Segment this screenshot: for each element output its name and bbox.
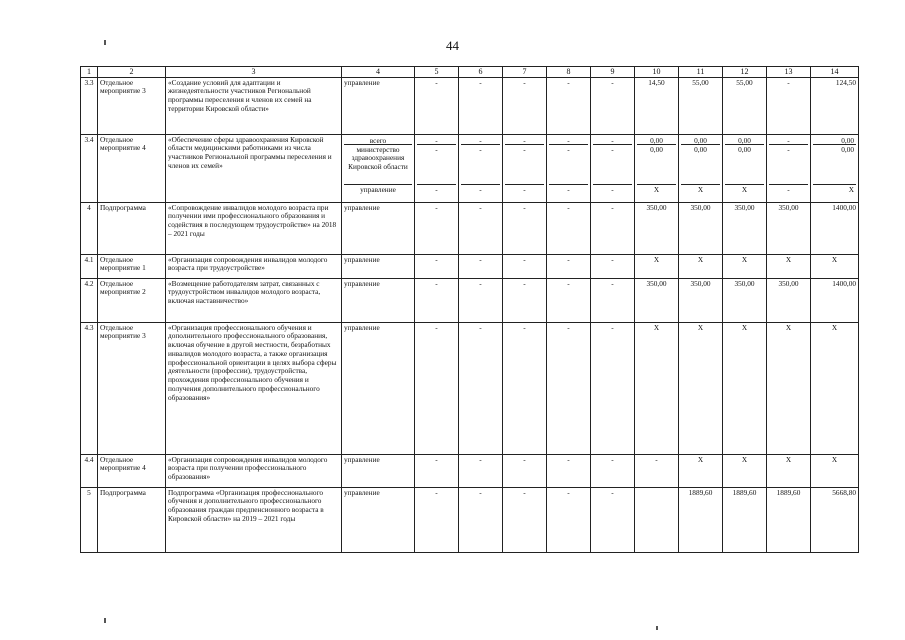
value-cell: - [459,202,503,254]
value-cell: - [415,322,459,454]
value-cell: - [459,322,503,454]
value-cell: X [723,322,767,454]
row-number: 4.4 [81,454,98,487]
row-type: Отдельное мероприятие 1 [98,254,166,278]
row-executor: управление [342,254,415,278]
row-number: 4.3 [81,322,98,454]
header-cell: 1 [81,67,98,78]
header-cell: 4 [342,67,415,78]
value-cell: 0,00 [637,136,676,145]
scan-mark [104,40,106,45]
value-cell: X [767,322,811,454]
row-executor: управление [342,454,415,487]
table-row [81,278,859,322]
value-cell: X [679,454,723,487]
header-cell: 7 [503,67,547,78]
value-cell: X [723,454,767,487]
value-cell: X [653,184,660,194]
row-executor: управление [342,278,415,322]
row-number: 3.3 [81,77,98,134]
value-cell: - [415,487,459,552]
row-number: 4.1 [81,254,98,278]
value-cell: - [547,487,591,552]
row-type: Отдельное мероприятие 4 [98,134,166,202]
value-cell: - [461,145,500,185]
value-cell: 14,50 [635,77,679,134]
scan-mark [656,626,658,630]
value-subcells [723,134,767,202]
table-row [81,134,859,202]
value-cell: - [417,145,456,185]
row-type: Подпрограмма [98,202,166,254]
value-cell: 55,00 [679,77,723,134]
value-cell: - [593,136,632,145]
value-cell: - [505,145,544,185]
value-cell: 350,00 [723,278,767,322]
value-cell: X [811,322,859,454]
value-cell: - [767,77,811,134]
value-cell: 1889,60 [767,487,811,552]
row-title: «Организация сопровождения инвалидов молодого возраста при получении профессионального образования» [166,454,342,487]
row-title: «Организация сопровождения инвалидов молодого возраста при трудоустройстве» [166,254,342,278]
value-cell: 350,00 [679,202,723,254]
value-cell: - [503,487,547,552]
value-cell: - [591,322,635,454]
row-number: 5 [81,487,98,552]
value-cell [635,487,679,552]
value-cell: - [547,322,591,454]
value-cell: 1400,00 [811,278,859,322]
value-cell: - [459,278,503,322]
value-cell: - [461,136,500,145]
value-cell: 124,50 [811,77,859,134]
row-executor: управление [342,77,415,134]
value-cell: - [459,487,503,552]
executor-subcells [342,134,415,202]
value-cell: 350,00 [767,278,811,322]
value-subcells [767,134,811,202]
value-cell: 0,00 [681,145,720,185]
value-subcells [591,134,635,202]
value-cell: - [787,184,790,194]
value-cell: - [523,184,526,194]
value-cell: - [591,202,635,254]
value-cell: - [591,254,635,278]
value-cell: - [591,77,635,134]
value-cell: - [503,77,547,134]
value-cell: X [697,184,704,194]
value-subcells [415,134,459,202]
value-cell: - [591,487,635,552]
row-type: Подпрограмма [98,487,166,552]
row-title: «Организация профессионального обучения и дополнительного профессионального образования, включая обучение в другой местности, безработных инвалидов молодого возраста, а также организация профессиональной ориентации в целях выбора сферы деятельности (профессии), трудоустройства, прохождения профессионального обучения и получения дополнительного профессионального образования» [166,322,342,454]
value-cell: 1889,60 [723,487,767,552]
table-row [81,454,859,487]
value-subcells [679,134,723,202]
value-subcells [811,134,859,202]
table-row [81,487,859,552]
value-cell: 0,00 [637,145,676,185]
value-cell: 350,00 [635,202,679,254]
value-cell: X [811,254,859,278]
header-cell: 6 [459,67,503,78]
table-header [81,67,859,78]
value-cell: - [503,202,547,254]
value-subcells [459,134,503,202]
row-type: Отдельное мероприятие 4 [98,454,166,487]
value-subcells [547,134,591,202]
value-cell: - [635,454,679,487]
value-cell: X [635,322,679,454]
row-type: Отдельное мероприятие 3 [98,322,166,454]
value-cell: 350,00 [679,278,723,322]
header-cell: 8 [547,67,591,78]
value-cell: X [679,254,723,278]
value-cell: 1400,00 [811,202,859,254]
value-cell: 0,00 [725,145,764,185]
row-executor: управление [342,322,415,454]
header-cell: 12 [723,67,767,78]
header-cell: 9 [591,67,635,78]
row-executor: управление [342,487,415,552]
value-cell: - [547,202,591,254]
value-cell: - [415,77,459,134]
value-cell: - [417,136,456,145]
row-executor: управление [360,184,396,194]
value-cell: - [593,145,632,185]
value-cell: 0,00 [725,136,764,145]
value-cell: - [769,145,808,185]
value-cell: - [547,254,591,278]
value-cell: - [547,454,591,487]
value-cell: - [505,136,544,145]
value-cell: - [547,278,591,322]
value-cell: - [503,254,547,278]
row-title: «Обеспечение сферы здравоохранения Кировской области медицинскими работниками из числа участников Региональной программы переселения и членов их семей» [166,134,342,202]
value-cell: 350,00 [723,202,767,254]
value-cell: X [635,254,679,278]
value-cell: - [769,136,808,145]
value-cell: - [549,136,588,145]
row-executor: управление [342,202,415,254]
value-cell: - [415,254,459,278]
value-cell: X [723,254,767,278]
value-subcells [635,134,679,202]
page-number: 44 [446,38,459,53]
value-cell: - [549,145,588,185]
value-cell: - [415,202,459,254]
value-cell: - [415,278,459,322]
row-title: Подпрограмма «Организация профессионального обучения и дополнительного профессионального образования граждан предпенсионного возраста в Кировской области» на 2019 – 2021 годы [166,487,342,552]
row-executor: министерство здравоохранения Кировской области [344,145,412,185]
value-cell: - [567,184,570,194]
value-cell: - [415,454,459,487]
value-cell: X [811,454,859,487]
row-type: Отдельное мероприятие 2 [98,278,166,322]
value-cell: 350,00 [635,278,679,322]
value-cell: 0,00 [813,136,856,145]
table-row [81,254,859,278]
value-cell: - [503,454,547,487]
value-cell: - [459,77,503,134]
row-title: «Создание условий для адаптации и жизнедеятельности участников Региональной программы переселения и членов их семей на территории Кировской области» [166,77,342,134]
header-cell: 3 [166,67,342,78]
row-number: 4.2 [81,278,98,322]
value-cell: X [767,254,811,278]
value-cell: 1889,60 [679,487,723,552]
value-subcells [503,134,547,202]
value-cell: 5668,80 [811,487,859,552]
row-title: «Сопровождение инвалидов молодого возраста при получении ими профессионального образования и содействия в последующем трудоустройстве» на 2018 – 2021 годы [166,202,342,254]
value-cell: - [459,254,503,278]
header-cell: 2 [98,67,166,78]
program-table [80,66,859,553]
table-row [81,77,859,134]
value-cell: - [435,184,438,194]
scan-mark [104,618,106,623]
value-cell: 55,00 [723,77,767,134]
header-cell: 10 [635,67,679,78]
value-cell: X [679,322,723,454]
table-row [81,322,859,454]
value-cell: - [591,278,635,322]
header-cell: 11 [679,67,723,78]
value-cell: - [591,454,635,487]
value-cell: X [741,184,748,194]
value-cell: - [611,184,614,194]
row-number: 4 [81,202,98,254]
value-cell: 0,00 [681,136,720,145]
value-cell: - [503,322,547,454]
value-cell: X [767,454,811,487]
header-cell: 14 [811,67,859,78]
header-cell: 5 [415,67,459,78]
row-executor: всего [344,136,412,145]
row-title: «Возмещение работодателям затрат, связанных с трудоустройством инвалидов молодого возраста, включая наставничество» [166,278,342,322]
value-cell: - [547,77,591,134]
value-cell: X [848,184,854,194]
value-cell: 350,00 [767,202,811,254]
value-cell: - [459,454,503,487]
value-cell: 0,00 [813,145,856,185]
row-type: Отдельное мероприятие 3 [98,77,166,134]
row-number: 3.4 [81,134,98,202]
header-cell: 13 [767,67,811,78]
value-cell: - [503,278,547,322]
table-row [81,202,859,254]
value-cell: - [479,184,482,194]
